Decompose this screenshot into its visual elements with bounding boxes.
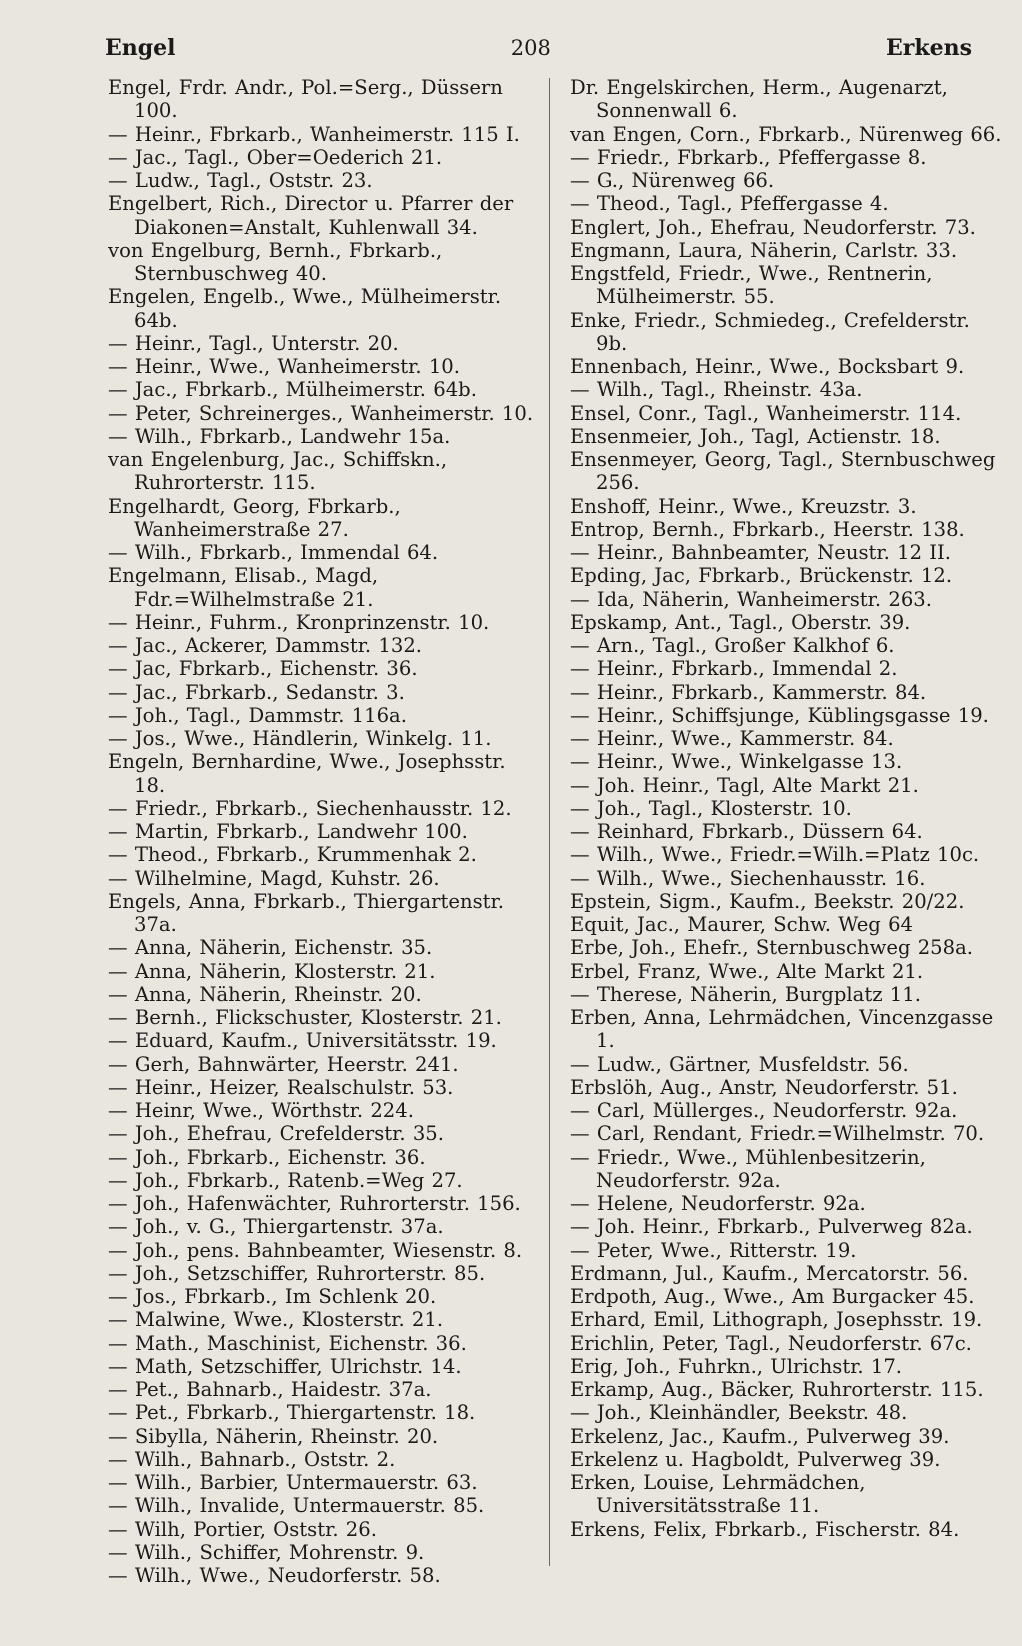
directory-entry: — Pet., Bahnarb., Haidestr. 37a. xyxy=(108,1378,432,1401)
directory-entry: Erkens, Felix, Fbrkarb., Fischerstr. 84. xyxy=(570,1517,960,1541)
directory-entry: Erken, Louise, Lehrmädchen, Universitätsstraße 11. xyxy=(570,1471,866,1518)
directory-entry: — Theod., Fbrkarb., Krummenhak 2. xyxy=(108,843,477,867)
directory-entry: Ensenmeyer, Georg, Tagl., Sternbuschweg 256. xyxy=(570,448,996,495)
directory-entry: Epding, Jac, Fbrkarb., Brückenstr. 12. xyxy=(570,564,953,588)
directory-entry: — Ludw., Gärtner, Musfeldstr. 56. xyxy=(570,1052,909,1076)
directory-entry: Epstein, Sigm., Kaufm., Beekstr. 20/22. xyxy=(570,889,965,913)
directory-entry: — Carl, Rendant, Friedr.=Wilhelmstr. 70. xyxy=(570,1122,985,1146)
directory-entry: Engels, Anna, Fbrkarb., Thiergartenstr. 37a. xyxy=(108,889,504,936)
directory-entry: — Math, Setzschiffer, Ulrichstr. 14. xyxy=(108,1354,462,1378)
directory-entry: — Therese, Näherin, Burgplatz 11. xyxy=(570,982,921,1006)
directory-entry: — Joh., Hafenwächter, Ruhrorterstr. 156. xyxy=(108,1192,521,1215)
directory-entry: — Joh. Heinr., Tagl, Alte Markt 21. xyxy=(570,773,919,797)
directory-entry: — Jos., Wwe., Händlerin, Winkelg. 11. xyxy=(108,727,492,750)
directory-entry: Erichlin, Peter, Tagl., Neudorferstr. 67c. xyxy=(570,1331,972,1355)
directory-entry: — Martin, Fbrkarb., Landwehr 100. xyxy=(108,820,468,843)
directory-entry: Erbe, Joh., Ehefr., Sternbuschweg 258a. xyxy=(570,936,974,960)
directory-entry: Engel, Frdr. Andr., Pol.=Serg., Düssern 100. xyxy=(108,76,503,123)
directory-entry: — Jac., Ackerer, Dammstr. 132. xyxy=(108,634,423,657)
directory-entry: — Anna, Näherin, Eichenstr. 35. xyxy=(108,936,433,960)
directory-entry: — Theod., Tagl., Pfeffergasse 4. xyxy=(570,192,889,216)
directory-entry: Erkamp, Aug., Bäcker, Ruhrorterstr. 115. xyxy=(570,1378,984,1401)
directory-entry: Engeln, Bernhardine, Wwe., Josephsstr. 18. xyxy=(108,750,506,797)
directory-entry: Erig, Joh., Fuhrkn., Ulrichstr. 17. xyxy=(570,1354,903,1378)
directory-entry: — Heinr., Wwe., Kammerstr. 84. xyxy=(570,727,894,750)
directory-entry: — Heinr., Fbrkarb., Kammerstr. 84. xyxy=(570,680,927,704)
directory-entry: — Helene, Neudorferstr. 92a. xyxy=(570,1192,866,1215)
directory-entry: — Arn., Tagl., Großer Kalkhof 6. xyxy=(570,634,895,657)
directory-entry: — Joh., Tagl., Klosterstr. 10. xyxy=(570,796,852,820)
directory-entry: — Joh., Setzschiffer, Ruhrorterstr. 85. xyxy=(108,1261,486,1285)
directory-entry: Engelen, Engelb., Wwe., Mülheimerstr. 64b. xyxy=(108,285,502,332)
directory-entry: — Peter, Schreinerges., Wanheimerstr. 10. xyxy=(108,401,534,425)
directory-entry: — Joh., Fbrkarb., Ratenb.=Weg 27. xyxy=(108,1168,463,1192)
directory-entry: von Engelburg, Bernh., Fbrkarb., Sternbuschweg 40. xyxy=(108,238,443,285)
directory-entry: — Heinr, Wwe., Wörthstr. 224. xyxy=(108,1099,414,1122)
page-number: 208 xyxy=(510,36,551,60)
directory-entry: — Heinr., Wwe., Wanheimerstr. 10. xyxy=(108,355,460,378)
directory-entry: — Wilh, Portier, Oststr. 26. xyxy=(108,1517,377,1541)
directory-entry: — Joh., v. G., Thiergartenstr. 37a. xyxy=(108,1215,444,1239)
directory-entry: Englert, Joh., Ehefrau, Neudorferstr. 73. xyxy=(570,215,976,239)
directory-entry: Erben, Anna, Lehrmädchen, Vincenzgasse 1. xyxy=(570,1006,994,1053)
page-header xyxy=(105,28,972,68)
directory-entry: — Jac., Fbrkarb., Mülheimerstr. 64b. xyxy=(108,378,477,402)
directory-entry: — Heinr., Heizer, Realschulstr. 53. xyxy=(108,1075,454,1099)
directory-entry: — Sibylla, Näherin, Rheinstr. 20. xyxy=(108,1424,439,1448)
directory-entry: Erdmann, Jul., Kaufm., Mercatorstr. 56. xyxy=(570,1261,969,1285)
directory-entry: Enke, Friedr., Schmiedeg., Crefelderstr. 9b. xyxy=(570,308,970,355)
directory-entry: — Jos., Fbrkarb., Im Schlenk 20. xyxy=(108,1285,437,1308)
directory-entry: — Pet., Fbrkarb., Thiergartenstr. 18. xyxy=(108,1401,476,1425)
directory-entry: — Peter, Wwe., Ritterstr. 19. xyxy=(570,1238,857,1262)
directory-entry: — Bernh., Flickschuster, Klosterstr. 21. xyxy=(108,1006,502,1029)
directory-entry: Enshoff, Heinr., Wwe., Kreuzstr. 3. xyxy=(570,494,917,518)
directory-entry: — Heinr., Fbrkarb., Wanheimerstr. 115 I. xyxy=(108,122,520,146)
directory-entry: — Heinr., Fuhrm., Kronprinzenstr. 10. xyxy=(108,610,490,634)
directory-entry: — Wilh., Bahnarb., Oststr. 2. xyxy=(108,1447,396,1471)
directory-entry: — Friedr., Wwe., Mühlenbesitzerin, Neudorferstr. 92a. xyxy=(570,1145,926,1192)
directory-entry: — Heinr., Fbrkarb., Immendal 2. xyxy=(570,657,898,681)
directory-entry: Ennenbach, Heinr., Wwe., Bocksbart 9. xyxy=(570,355,965,378)
directory-entry: — Friedr., Fbrkarb., Siechenhausstr. 12. xyxy=(108,796,512,820)
directory-entry: — Joh., Kleinhändler, Beekstr. 48. xyxy=(570,1401,908,1425)
directory-entry: — Wilh., Tagl., Rheinstr. 43a. xyxy=(570,378,863,402)
directory-entry: Engelmann, Elisab., Magd, Fdr.=Wilhelmstraße 21. xyxy=(108,564,379,611)
directory-entry: Erbel, Franz, Wwe., Alte Markt 21. xyxy=(570,959,924,983)
directory-entry: Erhard, Emil, Lithograph, Josephsstr. 19. xyxy=(570,1308,983,1332)
directory-entry: — Wilh., Wwe., Friedr.=Wilh.=Platz 10c. xyxy=(570,843,980,867)
directory-entry: — Joh., Tagl., Dammstr. 116a. xyxy=(108,703,407,727)
left-column xyxy=(108,76,540,1587)
directory-entry: — Jac., Fbrkarb., Sedanstr. 3. xyxy=(108,680,405,704)
directory-entry: Engelhardt, Georg, Fbrkarb., Wanheimerstraße 27. xyxy=(108,494,401,541)
directory-entry: Equit, Jac., Maurer, Schw. Weg 64 xyxy=(570,913,914,936)
directory-entry: Engmann, Laura, Näherin, Carlstr. 33. xyxy=(570,238,958,262)
directory-entry: — Anna, Näherin, Klosterstr. 21. xyxy=(108,959,436,983)
directory-entry: Engstfeld, Friedr., Wwe., Rentnerin, Mülheimerstr. 55. xyxy=(570,262,933,309)
directory-entry: — Gerh, Bahnwärter, Heerstr. 241. xyxy=(108,1052,459,1076)
directory-entry: — Ludw., Tagl., Oststr. 23. xyxy=(108,169,373,192)
column-divider xyxy=(549,78,550,1566)
directory-entry: — G., Nürenweg 66. xyxy=(570,169,775,192)
directory-entry: van Engen, Corn., Fbrkarb., Nürenweg 66. xyxy=(570,122,1002,146)
directory-entry: Epskamp, Ant., Tagl., Oberstr. 39. xyxy=(570,610,911,634)
directory-entry: — Eduard, Kaufm., Universitätsstr. 19. xyxy=(108,1029,497,1053)
directory-entry: — Heinr., Schiffsjunge, Küblingsgasse 19. xyxy=(570,703,989,727)
directory-entry: van Engelenburg, Jac., Schiffskn., Ruhrorterstr. 115. xyxy=(108,448,448,495)
directory-entry: — Jac, Fbrkarb., Eichenstr. 36. xyxy=(108,657,418,681)
directory-entry: — Math., Maschinist, Eichenstr. 36. xyxy=(108,1331,467,1355)
directory-entry: — Anna, Näherin, Rheinstr. 20. xyxy=(108,982,422,1006)
directory-entry: — Reinhard, Fbrkarb., Düssern 64. xyxy=(570,820,923,843)
directory-entry: — Jac., Tagl., Ober=Oederich 21. xyxy=(108,145,443,169)
directory-entry: — Heinr., Bahnbeamter, Neustr. 12 II. xyxy=(570,541,951,564)
directory-entry: — Wilh., Schiffer, Mohrenstr. 9. xyxy=(108,1540,425,1564)
directory-entry: — Friedr., Fbrkarb., Pfeffergasse 8. xyxy=(570,145,927,169)
directory-entry: Erkelenz u. Hagboldt, Pulverweg 39. xyxy=(570,1447,941,1471)
directory-entry: — Wilh., Wwe., Siechenhausstr. 16. xyxy=(570,866,926,890)
directory-entry: Ensenmeier, Joh., Tagl, Actienstr. 18. xyxy=(570,424,941,448)
directory-entry: — Ida, Näherin, Wanheimerstr. 263. xyxy=(570,587,932,611)
directory-entry: — Wilhelmine, Magd, Kuhstr. 26. xyxy=(108,866,440,890)
directory-entry: Erdpoth, Aug., Wwe., Am Burgacker 45. xyxy=(570,1285,975,1308)
directory-entry: — Wilh., Invalide, Untermauerstr. 85. xyxy=(108,1494,485,1518)
directory-entry: — Wilh., Barbier, Untermauerstr. 63. xyxy=(108,1471,478,1494)
directory-entry: — Wilh., Wwe., Neudorferstr. 58. xyxy=(108,1564,441,1587)
header-right-keyword: Erkens xyxy=(886,35,972,61)
directory-entry: — Heinr., Tagl., Unterstr. 20. xyxy=(108,331,399,355)
right-column xyxy=(570,76,1002,1541)
header-left-keyword: Engel xyxy=(105,35,176,61)
directory-entry: — Joh., Ehefrau, Crefelderstr. 35. xyxy=(108,1122,445,1146)
directory-entry: — Wilh., Fbrkarb., Immendal 64. xyxy=(108,541,439,564)
directory-entry: Ensel, Conr., Tagl., Wanheimerstr. 114. xyxy=(570,401,962,425)
directory-entry: — Malwine, Wwe., Klosterstr. 21. xyxy=(108,1308,444,1332)
directory-entry: Entrop, Bernh., Fbrkarb., Heerstr. 138. xyxy=(570,517,965,541)
directory-entry: — Carl, Müllerges., Neudorferstr. 92a. xyxy=(570,1099,958,1122)
directory-entry: Dr. Engelskirchen, Herm., Augenarzt, Sonnenwall 6. xyxy=(570,76,948,123)
directory-entry: — Joh. Heinr., Fbrkarb., Pulverweg 82a. xyxy=(570,1215,973,1239)
directory-entry: Erbslöh, Aug., Anstr, Neudorferstr. 51. xyxy=(570,1075,958,1099)
directory-entry: — Wilh., Fbrkarb., Landwehr 15a. xyxy=(108,424,451,448)
directory-entry: — Joh., pens. Bahnbeamter, Wiesenstr. 8. xyxy=(108,1238,523,1262)
directory-entry: Engelbert, Rich., Director u. Pfarrer der Diakonen=Anstalt, Kuhlenwall 34. xyxy=(108,192,514,239)
directory-entry: Erkelenz, Jac., Kaufm., Pulverweg 39. xyxy=(570,1424,950,1448)
directory-entry: — Heinr., Wwe., Winkelgasse 13. xyxy=(570,750,903,774)
directory-entry: — Joh., Fbrkarb., Eichenstr. 36. xyxy=(108,1145,426,1169)
